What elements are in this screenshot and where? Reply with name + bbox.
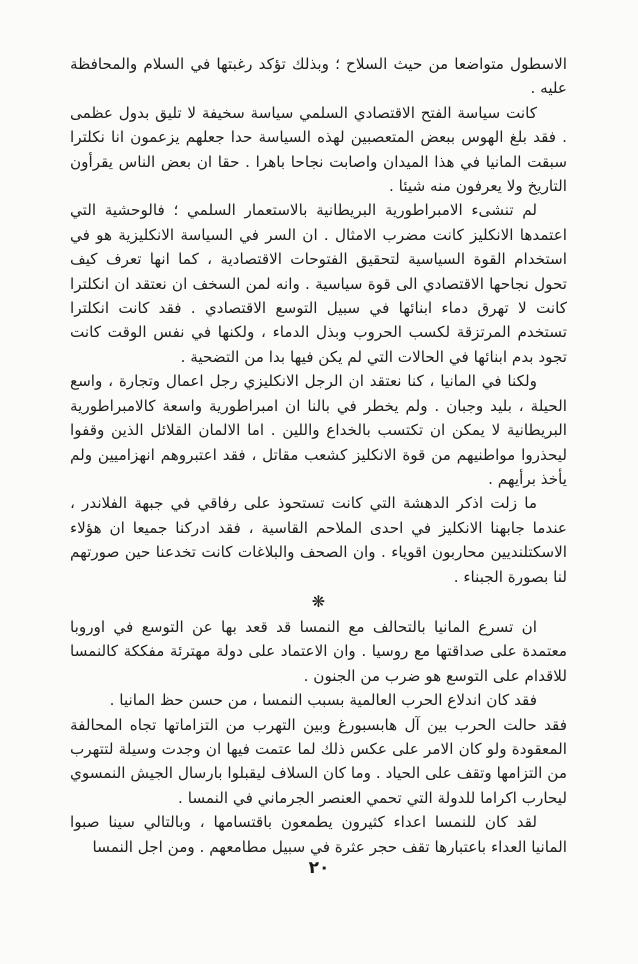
body-text — [70, 52, 567, 859]
paragraph: كانت سياسة الفتح الاقتصادي السلمي سياسة سخيفة لا تليق بدول عظمى . فقد بلغ الهوس ببعض المتعصبين لهذه السياسة حدا جعلهم يزعمون انا نكلترا سبقت المانيا في هذا الميدان واصابت نجاحا باهرا . حقا ان بعض الناس يقرأون التاريخ ولا يعرفون منه شيئا . — [70, 103, 567, 196]
section-divider-ornament: ❋ — [311, 591, 326, 611]
paragraph: ان تسرع المانيا بالتحالف مع النمسا قد قعد بها عن التوسع في اوروبا معتمدة على صداقتها مع روسيا . وان الاعتماد على دولة مهترئة مفككة كالنمسا للاقدام على التوسع هو ضرب من الجنون . — [70, 617, 567, 685]
paragraph: فقد حالت الحرب بين آل هابسبورغ وبين التهرب من التزاماتها تجاه المحالفة المعقودة ولو كان الامر على عكس ذلك لما عتمت فيها ان وجدت وسيلة لتتهرب من التزامها وتقف على الحياد . وما كان السلاف ليقبلوا بارسال الجيش النمسوي ليحارب اكراما للدولة التي تحمي العنصر الجرماني في النمسا . — [70, 715, 567, 807]
paragraph: ما زلت اذكر الدهشة التي كانت تستحوذ على رفاقي في جبهة الفلاندر ، عندما جابهنا الانكليز في احدى الملاحم القاسية ، فقد ادركنا جميعا ان هؤلاء الاسكتلنديين محاربون اقوياء . وان الصحف والبلاغات كانت تخدعنا حين صورتهم لنا بصورة الجبناء . — [70, 494, 567, 586]
paragraph: لقد كان للنمسا اعداء كثيرون يطمعون باقتسامها ، وبالتالي سينا صبوا المانيا العداء باعتبارها تقف حجر عثرة في سبيل مطامعهم . ومن اجل النمسا — [70, 813, 567, 856]
paragraph: الاسطول متواضعا من حيث السلاح ؛ وبذلك تؤكد رغبتها في السلام والمحافظة عليه . — [70, 55, 567, 98]
page-number: ٢٠ — [308, 858, 330, 878]
paragraph: ولكنا في المانيا ، كنا نعتقد ان الرجل الانكليزي رجل اعمال وتجارة ، واسع الحيلة ، بليد وجبان . ولم يخطر في بالنا ان امبراطورية واسعة كالامبراطورية البريطانية لا يمكن ان تكتسب بالخداع واللين . اما الالمان القلائل الذين وقفوا ليحذروا مواطنيهم من قوة الانكليز كشعب مقاتل ، فقد اعتبروهم انهزاميين ولم يأخذ برأيهم . — [70, 372, 567, 488]
paragraph: فقد كان اندلاع الحرب العالمية بسبب النمسا ، من حسن حظ المانيا . — [109, 691, 537, 710]
paragraph: لم تنشىء الامبراطورية البريطانية بالاستعمار السلمي ؛ فالوحشية التي اعتمدها الانكليز كانت مضرب الامثال . ان السر في السياسة الانكليزية هو في استخدام القوة السياسية لتحقيق الفتوحات الاقتصادية ، كما انها تعرف كيف تحول نجاحها الاقتصادي الى قوة سياسية . وانه لمن السخف ان نعتقد ان انكلترا كانت لا تهرق دماء ابنائها في سبيل التوسع الاقتصادي . فقد كانت انكلترا تستخدم المرتزقة لكسب الحروب وبذل الدماء ، ولكنها في نفس الوقت كانت تجود بدم ابنائها في الحالات التي لم يكن فيها بدا من التضحية . — [70, 201, 567, 366]
